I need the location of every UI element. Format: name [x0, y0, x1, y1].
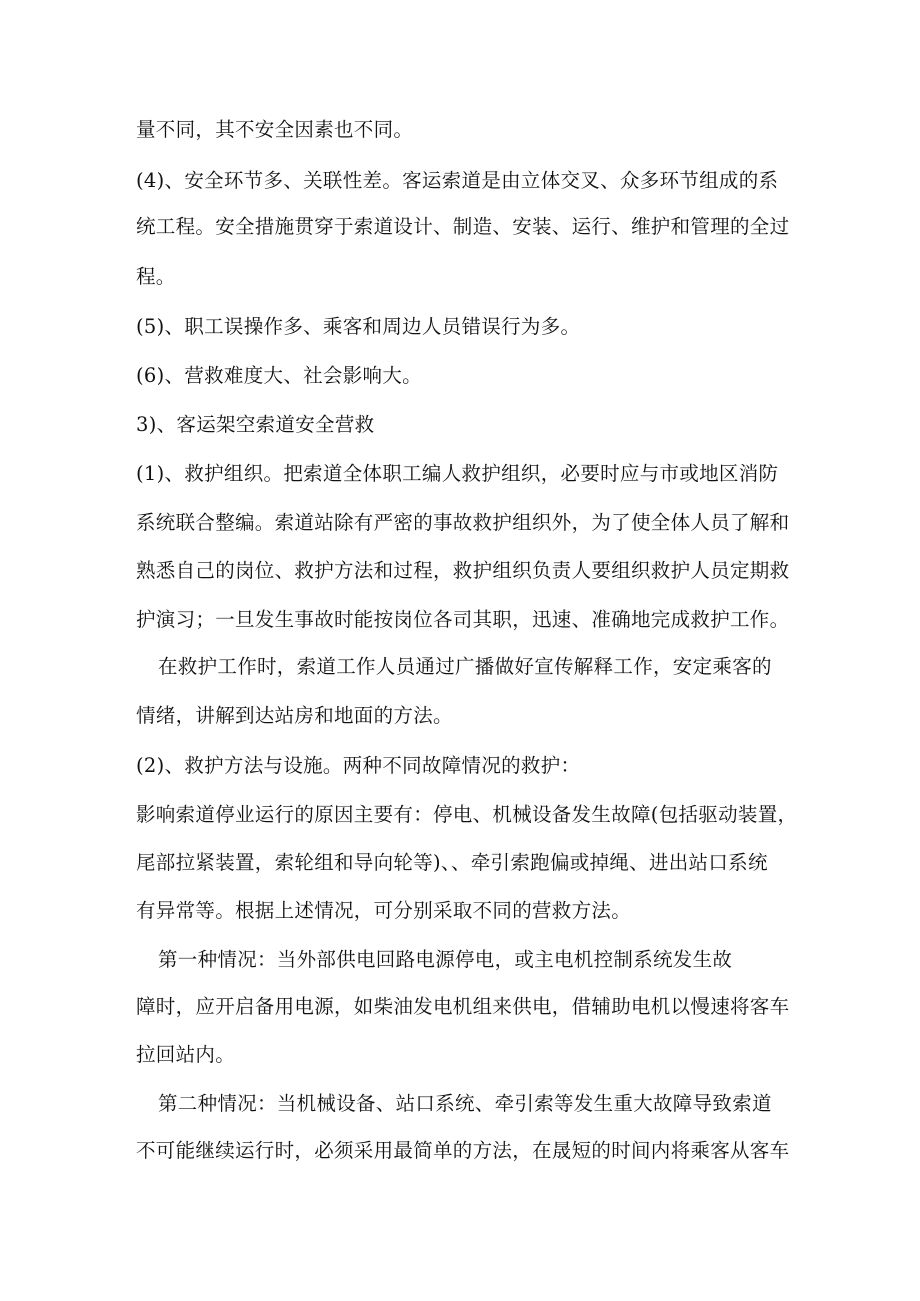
- text-line: (6)、营救难度大、社会影响大。: [136, 364, 422, 387]
- text-line: 量不同，其不安全因素也不同。: [136, 118, 414, 141]
- text-line: 熟悉自己的岗位、救护方法和过程，救护组织负责人要组织救护人员定期救: [136, 559, 790, 582]
- text-line: 系统联合整编。索道站除有严密的事故救护组织外，为了使全体人员了解和: [136, 511, 790, 534]
- text-line: 有异常等。根据上述情况，可分别采取不同的营救方法。: [136, 899, 632, 922]
- text-line: 障时，应开启备用电源，如柴油发电机组来供电，借辅助电机以慢速将客车: [136, 995, 790, 1018]
- text-line: 第一种情况：当外部供电回路电源停电，或主电机控制系统发生故: [158, 948, 733, 971]
- text-line: (5)、职工误操作多、乘客和周边人员错误行为多。: [136, 315, 581, 338]
- text-line: 护演习；一旦发生事故时能按岗位各司其职，迅速、准确地完成救护工作。: [136, 608, 790, 631]
- text-line: 情绪，讲解到达站房和地面的方法。: [136, 704, 453, 727]
- section-heading: 3)、客运架空索道安全营救: [136, 413, 375, 436]
- text-line: 在救护工作时，索道工作人员通过广播做好宣传解释工作，安定乘客的: [158, 655, 772, 678]
- text-line: 不可能继续运行时，必须采用最简单的方法，在晟短的时间内将乘客从客车: [136, 1139, 790, 1162]
- text-line: 影响索道停业运行的原因主要有：停电、机械设备发生故障(包括驱动装置，: [136, 803, 798, 826]
- text-line: (2)、救护方法与设施。两种不同故障情况的救护：: [136, 754, 581, 777]
- text-line: 尾部拉紧装置，索轮组和导向轮等)、、牵引索跑偏或掉绳、进出站口系统: [136, 851, 768, 874]
- text-line: 第二种情况：当机械设备、站口系统、牵引索等发生重大故障导致索道: [158, 1092, 772, 1115]
- text-line: 程。: [136, 265, 176, 288]
- text-line: 拉回站内。: [136, 1043, 236, 1066]
- text-line: (1)、救护组织。把索道全体职工编人救护组织，必要时应与市或地区消防: [136, 462, 779, 485]
- text-line: 统工程。安全措施贯穿于索道设计、制造、安装、运行、维护和管理的全过: [136, 215, 790, 238]
- text-line: (4)、安全环节多、关联性差。客运索道是由立体交叉、众多环节组成的系: [136, 169, 779, 192]
